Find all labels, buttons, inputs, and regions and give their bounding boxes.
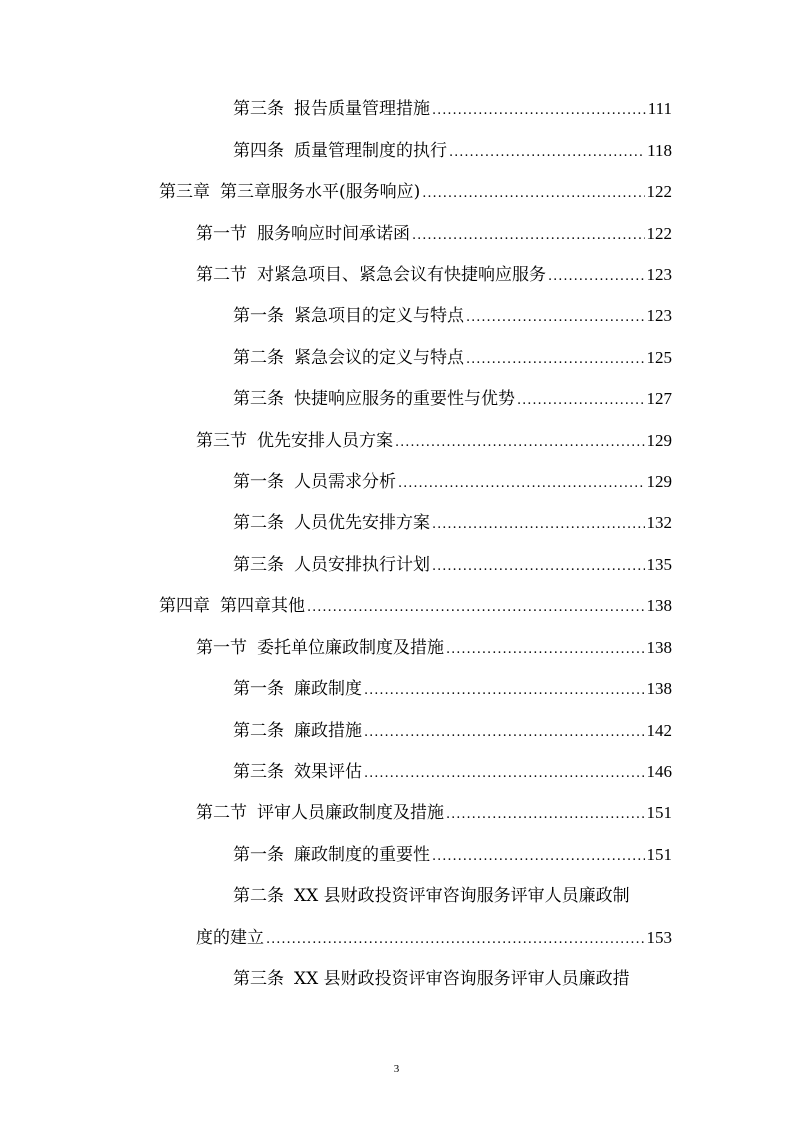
- dot-leader: [517, 389, 645, 413]
- toc-entry-page: 129: [646, 431, 672, 450]
- toc-entry-page: 127: [646, 389, 672, 408]
- toc-entry-number: 第三条: [233, 99, 284, 119]
- toc-entry[interactable]: [233, 884, 672, 908]
- dot-leader: [432, 513, 645, 537]
- toc-entry-title: XX 县财政投资评审咨询服务评审人员廉政制: [294, 886, 630, 906]
- toc-entry[interactable]: [196, 636, 672, 662]
- toc-entry-title: 度的建立: [196, 928, 264, 948]
- toc-entry-number: 第一节: [196, 224, 247, 244]
- toc-entry[interactable]: [233, 470, 672, 496]
- dot-leader: [422, 182, 644, 206]
- dot-leader: [266, 928, 645, 952]
- toc-entry[interactable]: [159, 594, 672, 620]
- toc-entry[interactable]: [196, 222, 672, 248]
- toc-entry-title: 第三章服务水平(服务响应): [220, 182, 421, 202]
- dot-leader: [364, 679, 645, 703]
- toc-entry[interactable]: [233, 511, 672, 537]
- toc-entry-title: 质量管理制度的执行: [294, 141, 447, 161]
- dot-leader: [395, 431, 645, 455]
- toc-entry-title: 评审人员廉政制度及措施: [257, 803, 444, 823]
- toc-entry-title: 对紧急项目、紧急会议有快捷响应服务: [257, 265, 546, 285]
- toc-entry-page: 138: [646, 638, 672, 657]
- dot-leader: [548, 265, 645, 289]
- toc-entry-title: 廉政制度: [294, 679, 362, 699]
- toc-entry-title: XX 县财政投资评审咨询服务评审人员廉政措: [294, 969, 630, 989]
- toc-entry-number: 第四章: [159, 596, 210, 616]
- toc-entry-page: 135: [646, 555, 672, 574]
- toc-entry[interactable]: [233, 304, 672, 330]
- toc-entry-title: 人员安排执行计划: [294, 555, 430, 575]
- dot-leader: [364, 721, 645, 745]
- toc-entry-page: 123: [646, 306, 672, 325]
- toc-entry-number: 第四条: [233, 141, 284, 161]
- toc-entry-number: 第一节: [196, 638, 247, 658]
- toc-entry-page: 125: [646, 348, 672, 367]
- toc-entry-number: 第一条: [233, 472, 284, 492]
- toc-entry-number: 第二条: [233, 513, 284, 533]
- dot-leader: [364, 762, 645, 786]
- dot-leader: [446, 803, 645, 827]
- dot-leader: [466, 348, 645, 372]
- toc-entry-number: 第三条: [233, 969, 284, 989]
- toc-entry[interactable]: [233, 97, 672, 123]
- toc-entry-number: 第二节: [196, 265, 247, 285]
- toc-entry-title: 服务响应时间承诺函: [257, 224, 410, 244]
- toc-entry[interactable]: [233, 843, 672, 869]
- dot-leader: [432, 99, 646, 123]
- toc-entry[interactable]: [233, 719, 672, 745]
- toc-entry-number: 第一条: [233, 845, 284, 865]
- toc-entry[interactable]: [233, 346, 672, 372]
- toc-entry-page: 122: [646, 224, 672, 243]
- toc-entry-title: 效果评估: [294, 762, 362, 782]
- toc-entry-page: 151: [646, 803, 672, 822]
- dot-leader: [412, 224, 645, 248]
- toc-entry-page: 138: [646, 596, 672, 615]
- toc-entry-number: 第三条: [233, 762, 284, 782]
- toc-entry-page: 132: [646, 513, 672, 532]
- toc-entry-page: 122: [646, 182, 672, 201]
- toc-entry-title: 优先安排人员方案: [257, 431, 393, 451]
- toc-entry-number: 第二条: [233, 348, 284, 368]
- toc-entry-page: 123: [646, 265, 672, 284]
- toc-entry-title: 委托单位廉政制度及措施: [257, 638, 444, 658]
- toc-entry-title: 报告质量管理措施: [294, 99, 430, 119]
- toc-entry-page: 118: [647, 141, 672, 160]
- toc-entry-title: 廉政制度的重要性: [294, 845, 430, 865]
- toc-entry-title: 快捷响应服务的重要性与优势: [294, 389, 515, 409]
- toc-entry-page: 142: [646, 721, 672, 740]
- toc-entry[interactable]: [233, 760, 672, 786]
- toc-entry-number: 第一条: [233, 679, 284, 699]
- toc-entry-page: 138: [646, 679, 672, 698]
- toc-entry-number: 第三章: [159, 182, 210, 202]
- toc-entry-number: 第二条: [233, 721, 284, 741]
- toc-entry-page: 146: [646, 762, 672, 781]
- dot-leader: [398, 472, 645, 496]
- toc-entry-title: 紧急会议的定义与特点: [294, 348, 464, 368]
- toc-entry-number: 第三条: [233, 389, 284, 409]
- toc-entry-continuation[interactable]: [196, 926, 672, 952]
- toc-entry[interactable]: [159, 180, 672, 206]
- page-number: 3: [393, 1063, 400, 1075]
- dot-leader: [466, 306, 645, 330]
- toc-entry-number: 第三节: [196, 431, 247, 451]
- toc-entry[interactable]: [233, 139, 672, 165]
- dot-leader: [432, 555, 645, 579]
- toc-entry-number: 第二节: [196, 803, 247, 823]
- toc-entry-title: 廉政措施: [294, 721, 362, 741]
- dot-leader: [446, 638, 645, 662]
- toc-entry[interactable]: [233, 387, 672, 413]
- toc-entry-page: 153: [646, 928, 672, 947]
- toc-entry-number: 第三条: [233, 555, 284, 575]
- toc-entry-title: 第四章其他: [220, 596, 305, 616]
- toc-entry[interactable]: [196, 429, 672, 455]
- toc-entry[interactable]: [233, 553, 672, 579]
- toc-entry-page: 111: [647, 99, 672, 118]
- toc-entry-number: 第二条: [233, 886, 284, 906]
- toc-entry-title: 人员优先安排方案: [294, 513, 430, 533]
- toc-entry[interactable]: [233, 967, 672, 991]
- toc-entry-title: 紧急项目的定义与特点: [294, 306, 464, 326]
- dot-leader: [432, 845, 645, 869]
- toc-entry[interactable]: [196, 263, 672, 289]
- toc-entry-page: 129: [646, 472, 672, 491]
- dot-leader: [307, 596, 645, 620]
- toc-entry[interactable]: [233, 677, 672, 703]
- dot-leader: [449, 141, 645, 165]
- toc-entry-page: 151: [646, 845, 672, 864]
- toc-entry[interactable]: [196, 801, 672, 827]
- toc-entry-number: 第一条: [233, 306, 284, 326]
- toc-entry-title: 人员需求分析: [294, 472, 396, 492]
